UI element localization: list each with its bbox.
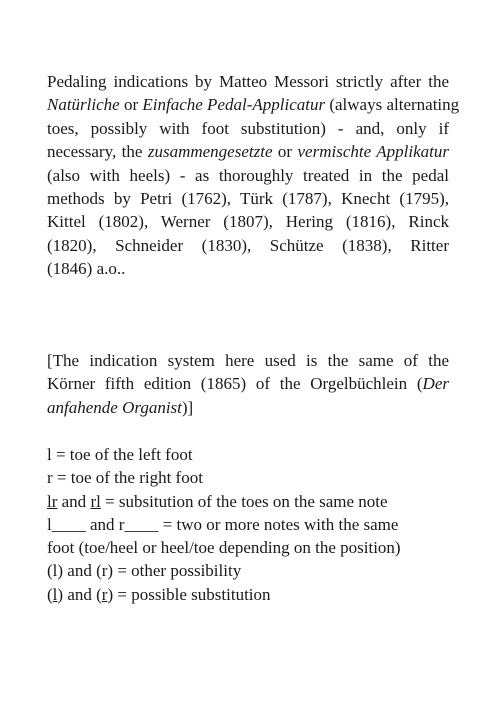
legend-item [47, 536, 457, 559]
intro-line: methods by Petri (1762), Türk (1787), Knecht (1795), [47, 189, 449, 209]
legend-item [47, 443, 457, 466]
intro-line: Kittel (1802), Werner (1807), Hering (1816), Rinck [47, 212, 449, 232]
underlined-symbol: l [52, 584, 58, 604]
legend-text: l____ and r____ = two or more notes with the same [47, 514, 399, 534]
underlined-symbol: rl [90, 491, 101, 511]
italic-term: zusammengesetzte [147, 142, 273, 162]
legend-item [47, 583, 457, 606]
underlined-symbol: r [101, 584, 108, 604]
legend-item [47, 513, 457, 536]
legend-text: (l) and (r) = other possibility [47, 561, 242, 581]
legend-text: ( [47, 584, 53, 604]
italic-term: Der [422, 374, 449, 394]
legend-text: = subsitution of the toes on the same note [100, 491, 388, 511]
underlined-symbol: lr [47, 491, 58, 511]
intro-line: toes, possibly with foot substitution) - and, only if [47, 118, 449, 138]
intro-paragraph [47, 70, 460, 281]
indication-system-note [47, 349, 449, 419]
legend-text: ) = possible substitution [107, 584, 271, 604]
italic-term: anfahende Organist [47, 397, 182, 417]
intro-line: Natürliche or Einfache Pedal-Applicatur (always alternating [47, 95, 460, 115]
legend-text: foot (toe/heel or heel/toe depending on the position) [47, 538, 401, 558]
legend-item [47, 466, 457, 489]
intro-line: (1820), Schneider (1830), Schütze (1838), Ritter [47, 235, 449, 255]
note-line: anfahende Organist)] [47, 397, 194, 417]
intro-line: (also with heels) - as thoroughly treated in the pedal [47, 165, 449, 185]
note-line: [The indication system here used is the same of the [47, 351, 449, 370]
intro-line: Pedaling indications by Matteo Messori strictly after the [47, 72, 449, 91]
intro-line: necessary, the zusammengesetzte or vermischte Applikatur [47, 142, 449, 162]
italic-term: vermischte Applikatur [297, 142, 449, 162]
legend-text: l = toe of the left foot [47, 445, 193, 464]
legend-text: ) and ( [57, 584, 102, 604]
legend-text: r = toe of the right foot [47, 468, 203, 488]
pedaling-legend [47, 443, 457, 606]
italic-term: Einfache Pedal-Applicatur [142, 95, 326, 115]
legend-item [47, 559, 457, 582]
note-line: Körner fifth edition (1865) of the Orgelbüchlein (Der [47, 374, 449, 394]
italic-term: Natürliche [47, 95, 120, 115]
legend-text: and [57, 491, 91, 511]
legend-item [47, 490, 457, 513]
intro-line: (1846) a.o.. [47, 259, 126, 279]
